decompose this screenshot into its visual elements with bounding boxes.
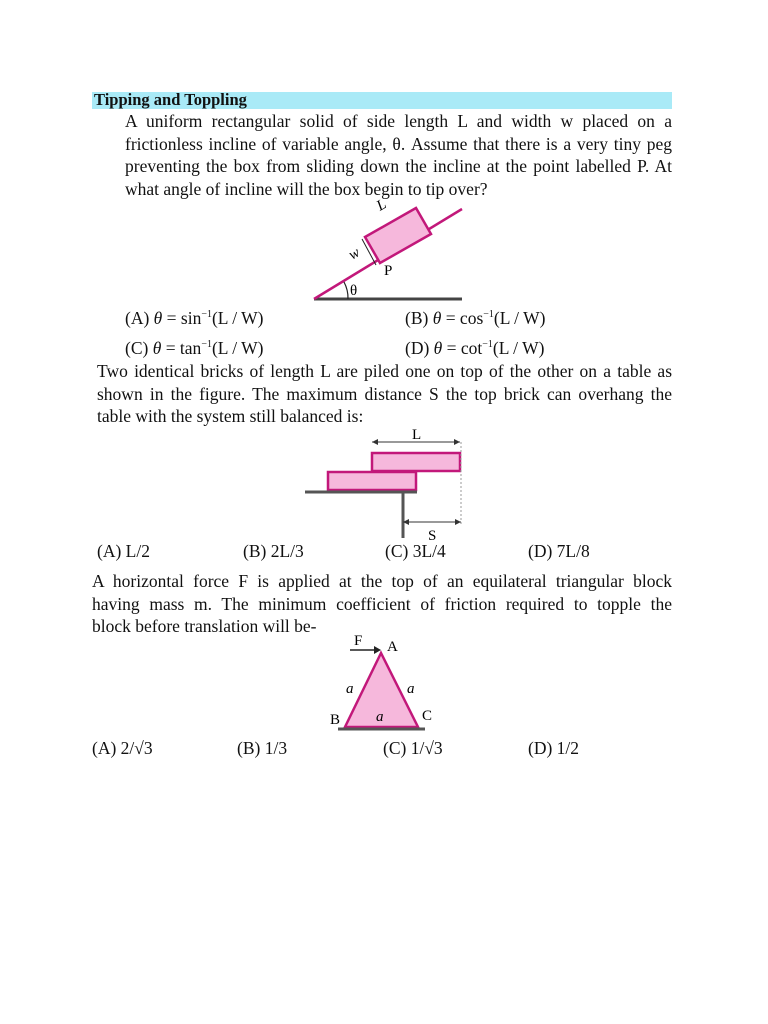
question-1-line: preventing the box from sliding down the incline at the point labelled P. At (125, 156, 672, 177)
arrow-head-left (372, 439, 378, 445)
q1-option-d[interactable] (405, 338, 544, 359)
question-1-line: what angle of incline will the box begin to tip over? (125, 178, 488, 199)
incline-figure (300, 195, 480, 305)
label-C: C (422, 708, 433, 724)
question-1-line: frictionless incline of variable angle, θ. Assume that there is a very tiny peg (125, 133, 672, 154)
question-1-text (125, 110, 672, 200)
option-superscript: −1 (201, 309, 212, 321)
option-prefix: (B) (405, 308, 433, 328)
triangle-figure (320, 632, 450, 737)
q1-option-a[interactable] (125, 308, 263, 329)
q2-option-d[interactable]: (D) 7L/8 (528, 541, 590, 561)
question-2-line: table with the system still balanced is: (97, 406, 364, 427)
option-function: = tan (161, 338, 202, 358)
label-L: L (374, 196, 390, 215)
bottom-brick (328, 472, 416, 490)
label-theta: θ (350, 283, 358, 299)
option-superscript: −1 (482, 339, 493, 351)
label-a-base: a (376, 709, 384, 725)
option-argument: (L / W) (492, 338, 545, 358)
question-2-line: shown in the figure. The maximum distance S the top brick can overhang the (97, 383, 672, 404)
option-argument: (L / W) (493, 308, 546, 328)
option-variable: θ (433, 338, 443, 358)
question-3-line: block before translation will be- (92, 616, 317, 637)
arrow-head-right (454, 439, 460, 445)
label-F: F (354, 633, 363, 649)
option-prefix: (A) (125, 308, 154, 328)
q1-option-c[interactable] (125, 338, 263, 359)
q3-option-c[interactable]: (C) 1/√3 (383, 738, 443, 758)
label-B: B (330, 712, 341, 728)
q3-option-b[interactable]: (B) 1/3 (237, 738, 288, 758)
option-function: = cos (441, 308, 484, 328)
q2-option-c[interactable]: (C) 3L/4 (385, 541, 446, 561)
question-2-line: Two identical bricks of length L are piled one on top of the other on a table as (97, 361, 672, 381)
question-1-line: A uniform rectangular solid of side length L and width w placed on a (125, 111, 672, 131)
option-argument: (L / W) (211, 338, 264, 358)
label-a-left: a (346, 681, 354, 697)
bricks-figure (300, 425, 480, 545)
question-2-text (97, 360, 672, 428)
option-function: = cot (442, 338, 483, 358)
question-3-line: having mass m. The minimum coefficient of friction required to topple the (92, 593, 672, 614)
question-3-line: A horizontal force F is applied at the top of an equilateral triangular block (92, 571, 672, 591)
option-variable: θ (153, 308, 163, 328)
option-function: = sin (162, 308, 202, 328)
box-on-incline (365, 208, 431, 263)
option-superscript: −1 (201, 339, 212, 351)
label-a-right: a (407, 681, 415, 697)
section-title: Tipping and Toppling (94, 90, 247, 109)
option-variable: θ (432, 308, 442, 328)
question-3-text (92, 570, 672, 638)
q3-option-d[interactable]: (D) 1/2 (528, 738, 580, 758)
q2-option-b[interactable]: (B) 2L/3 (243, 541, 304, 561)
q3-option-a[interactable]: (A) 2/√3 (92, 738, 153, 758)
label-P: P (384, 263, 393, 279)
arrow-head-right (455, 519, 461, 525)
option-variable: θ (152, 338, 162, 358)
label-A: A (387, 639, 398, 655)
label-L: L (412, 427, 422, 443)
angle-arc (344, 282, 348, 299)
q2-option-a[interactable]: (A) L/2 (97, 541, 150, 561)
option-argument: (L / W) (211, 308, 264, 328)
label-w: w (346, 244, 363, 264)
option-superscript: −1 (483, 309, 494, 321)
label-S: S (428, 528, 437, 544)
top-brick (372, 453, 460, 471)
q1-option-b[interactable] (405, 308, 545, 329)
option-prefix: (C) (125, 338, 153, 358)
option-prefix: (D) (405, 338, 434, 358)
